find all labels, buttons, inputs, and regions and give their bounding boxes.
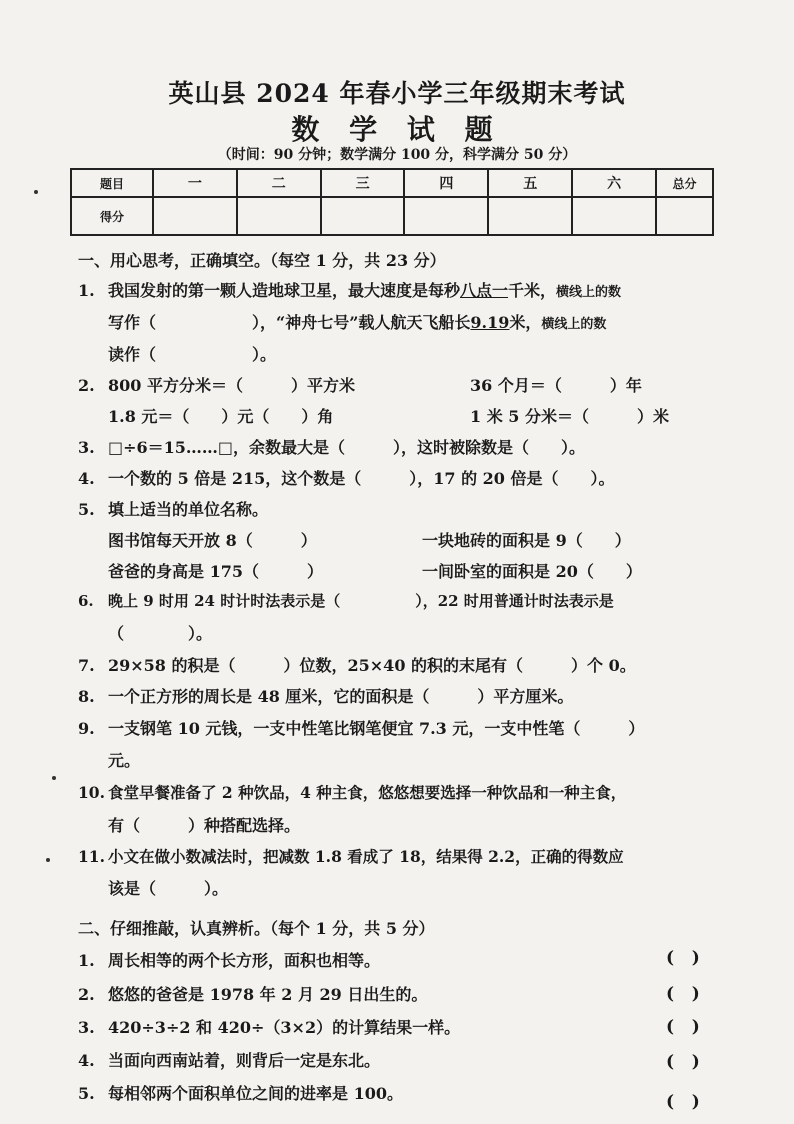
score-header-cell: 总分	[656, 169, 713, 197]
question-11: 11. 小文在做小数减法时，把减数 1.8 看成了 18，结果得 2.2，正确的得数应	[78, 847, 624, 866]
question-5: 5. 填上适当的单位名称。	[78, 500, 269, 519]
score-cell[interactable]	[404, 197, 488, 235]
question-5-c: 爸爸的身高是 175（ ）	[108, 562, 323, 581]
score-row-label: 得分	[71, 197, 153, 235]
judgment-item-2: 2. 悠悠的爸爸是 1978 年 2 月 29 日出生的。	[78, 985, 428, 1004]
score-header-cell: 二	[237, 169, 321, 197]
question-6: 6. 晚上 9 时用 24 时计时法表示是（ ），22 时用普通计时法表示是	[78, 592, 614, 610]
section-2-heading: 二、仔细推敲，认真辨析。（每个 1 分，共 5 分）	[78, 919, 435, 938]
score-table-header-row	[71, 169, 713, 197]
subject-title: 数 学 试 题	[291, 113, 503, 146]
score-cell[interactable]	[572, 197, 656, 235]
question-5-d: 一间卧室的面积是 20（ ）	[422, 562, 642, 581]
scan-speck	[46, 858, 50, 862]
score-header-cell: 六	[572, 169, 656, 197]
question-2: 2. 800 平方分米＝（ ）平方米	[78, 376, 355, 395]
score-header-cell: 五	[488, 169, 572, 197]
question-1-line-2: 写作（ ），“神舟七号”载人航天飞船长9.19米，横线上的数	[108, 313, 607, 332]
exam-info: （时间：90 分钟；数学满分 100 分，科学满分 50 分）	[217, 147, 577, 163]
section-1-heading: 一、用心思考，正确填空。（每空 1 分，共 23 分）	[78, 251, 446, 270]
answer-paren[interactable]: ( )	[666, 948, 700, 968]
answer-paren[interactable]: ( )	[666, 984, 700, 1004]
judgment-item-1: 1. 周长相等的两个长方形，面积也相等。	[78, 951, 381, 970]
question-3: 3. □÷6＝15……□，余数最大是（ ），这时被除数是（ ）。	[78, 438, 586, 457]
score-cell[interactable]	[321, 197, 405, 235]
score-cell[interactable]	[237, 197, 321, 235]
question-10: 10. 食堂早餐准备了 2 种饮品，4 种主食，悠悠想要选择一种饮品和一种主食，	[78, 783, 627, 802]
question-6-line-2: （ ）。	[108, 624, 213, 643]
question-11-line-2: 该是（ ）。	[108, 879, 229, 898]
answer-paren[interactable]: ( )	[666, 1092, 700, 1112]
judgment-item-3: 3. 420÷3÷2 和 420÷（3×2）的计算结果一样。	[78, 1018, 461, 1037]
score-cell[interactable]	[488, 197, 572, 235]
question-2-d: 1 米 5 分米＝（ ）米	[470, 407, 669, 426]
question-5-a: 图书馆每天开放 8（ ）	[108, 531, 317, 550]
judgment-item-4: 4. 当面向西南站着，则背后一定是东北。	[78, 1051, 381, 1070]
score-table	[70, 168, 714, 236]
question-7: 7. 29×58 的积是（ ）位数，25×40 的积的末尾有（ ）个 0。	[78, 656, 636, 675]
score-header-cell: 题目	[71, 169, 153, 197]
answer-paren[interactable]: ( )	[666, 1017, 700, 1037]
answer-paren[interactable]: ( )	[666, 1052, 700, 1072]
scan-speck	[52, 776, 56, 780]
question-number: 1.	[78, 281, 95, 300]
exam-title: 英山县 2024 年春小学三年级期末考试	[168, 79, 626, 108]
question-9-line-2: 元。	[108, 751, 141, 770]
question-4: 4. 一个数的 5 倍是 215，这个数是（ ），17 的 20 倍是（ ）。	[78, 469, 615, 488]
score-cell[interactable]	[656, 197, 713, 235]
score-table-score-row	[71, 197, 713, 235]
score-header-cell: 三	[321, 169, 405, 197]
judgment-item-5: 5. 每相邻两个面积单位之间的进率是 100。	[78, 1084, 403, 1103]
score-header-cell: 四	[404, 169, 488, 197]
question-10-line-2: 有（ ）种搭配选择。	[108, 816, 301, 835]
question-1: 1. 我国发射的第一颗人造地球卫星，最大速度是每秒八点一千米，横线上的数	[78, 281, 622, 300]
question-5-b: 一块地砖的面积是 9（ ）	[422, 531, 631, 550]
question-1-line-3: 读作（ ）。	[108, 345, 277, 364]
question-9: 9. 一支钢笔 10 元钱，一支中性笔比钢笔便宜 7.3 元，一支中性笔（ ）	[78, 719, 645, 738]
score-header-cell: 一	[153, 169, 237, 197]
question-2-b: 36 个月＝（ ）年	[470, 376, 642, 395]
question-8: 8. 一个正方形的周长是 48 厘米，它的面积是（ ）平方厘米。	[78, 687, 574, 706]
score-cell[interactable]	[153, 197, 237, 235]
scan-speck	[34, 190, 38, 194]
question-2-c: 1.8 元＝（ ）元（ ）角	[108, 407, 334, 426]
